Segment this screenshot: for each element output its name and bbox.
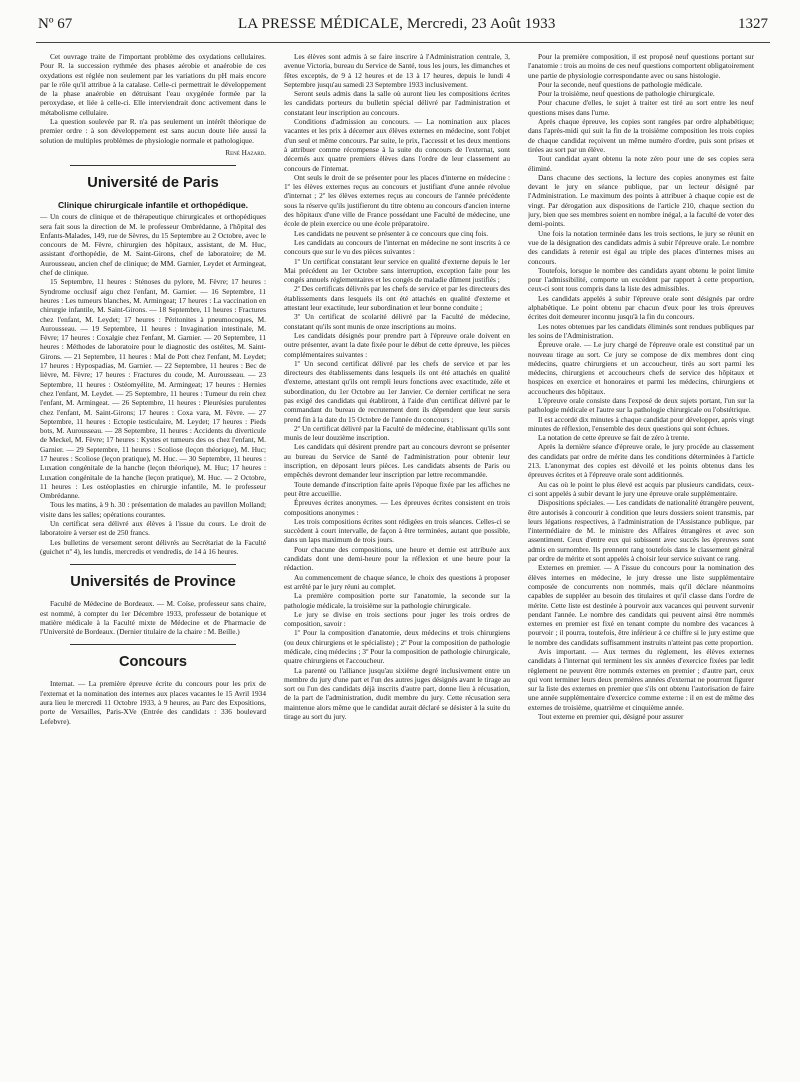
- article-paragraph: Toute demande d'inscription faite après l'époque fixée par les affiches ne peut être accueillie.: [284, 479, 510, 498]
- review-signature: René Hazard.: [225, 147, 266, 157]
- article-paragraph: Le jury se divise en trois sections pour juger les trois ordres de composition, savoir :: [284, 609, 510, 629]
- section-title-paris: Université de Paris: [87, 175, 219, 192]
- article-paragraph: Les candidats au concours de l'internat en médecine ne sont inscrits à ce concours que sur le vu des pièces suivantes :: [284, 237, 510, 257]
- article-paragraph: Pour la première composition, il est proposé neuf questions portant sur l'anatomie : trois au moins de ces neuf questions comportent obligatoirement une partie de physiologie correspondante avec ou sans histologie.: [528, 52, 754, 80]
- article-paragraph: Avis important. — Aux termes du règlement, les élèves externes candidats à l'internat qui terminent les six années d'exercice fixées par ledit règlement ne peuvent être nommés externes en premier ; d'autre part, ceux qui vont terminer leurs deux premières années d'externat ne pourront figurer sur la liste des externes en premier que s'ils ont obtenu l'autorisation de faire une année supplémentaire d'exercice comme externe : il en est de même des externes de troisième, quatrième et cinquième année.: [528, 647, 754, 712]
- column-left: [40, 52, 266, 1072]
- article-paragraph: 3º Un certificat de scolarité délivré par la Faculté de médecine, constatant qu'ils sont munis de onze inscriptions au moins.: [284, 312, 510, 331]
- article-paragraph: Au cas où le point le plus élevé est acquis par plusieurs candidats, ceux-ci sont appelés à subir devant le jury une épreuve orale supplémentaire.: [528, 479, 754, 498]
- article-paragraph: Ont seuls le droit de se présenter pour les places d'interne en médecine : 1º les élèves externes reçus au concours et justifiant d'une année révolue d'internat ; 2º les élèves externes reçus au concours de l'année précédente sous la réserve qu'ils justifieront du titre obtenu au concours d'ancien interne des hôpitaux d'une ville de France possédant une Faculté de médecine, une école de plein exercice ou une école préparatoire.: [284, 172, 510, 229]
- review-paragraph: Cet ouvrage traite de l'important problème des oxydations cellulaires. Pour R. la succession rythmée des phases aérobie et anaérobie de ces oxydations est réglée non seulement par les variations du pH mais encore par le rôle qu'il attribue à la catalase. Celle-ci permettrait le développement de la phase anaérobie en détruisant l'eau oxygénée formée par la peroxydase, et liée à celle-ci. Elle interviendrait donc activement dans le métabolisme cellulaire.: [40, 52, 266, 117]
- article-paragraph: Une fois la notation terminée dans les trois sections, le jury se réunit en vue de la désignation des candidats admis à subir l'épreuve orale. Le nombre des candidats à retenir est égal au triple des places d'internes mises au concours.: [528, 228, 754, 266]
- review-paragraph: La question soulevée par R. n'a pas seulement un intérêt théorique de premier ordre : à son développement est sans aucun doute liée aussi la solution de multiples problèmes de physiologie normale et pathologique.: [40, 117, 266, 145]
- article-paragraph: Dispositions spéciales. — Les candidats de nationalité étrangère peuvent, être autorisés à concourir à condition que leurs dossiers soient transmis, par leurs légations respectives, à l'administration de l'Assistance publique, par l'intermédiaire de M. le ministre des Affaires étrangères et avec son assentiment. Ceux d'entre eux qui subissent avec succès les épreuves sont admis en surnombre. Ils prennent rang toutefois dans le classement général par ordre de mérite et sont appelés à choisir leur service suivant ce rang.: [528, 498, 754, 564]
- page-header: [38, 16, 768, 38]
- article-paragraph: 1º Un certificat constatant leur service en qualité d'externe depuis le 1er Mai précédent au 1er Octobre sans interruption, exception faite pour les congés annuels réglementaires et les congés de maladie dûment justifiés ;: [284, 256, 510, 285]
- article-paragraph: Épreuves écrites anonymes. — Les épreuves écrites consistent en trois compositions anonymes :: [284, 498, 510, 517]
- article-paragraph: Pour chacune des compositions, une heure et demie est attribuée aux candidats dont une demi-heure pour la réflexion et une heure pour la rédaction.: [284, 544, 510, 573]
- article-paragraph: Internat. — La première épreuve écrite du concours pour les prix de l'externat et la nomination des internes aux places vacantes le 15 Avril 1934 aura lieu le mercredi 11 Octobre 1933, à 9 heures, au Parc des Expositions, porte de Versailles, Paris-XVe (Entrée des candidats : 336 boulevard Lefebvre).: [40, 679, 266, 726]
- article-paragraph: Après chaque épreuve, les copies sont rangées par ordre alphabétique; dans l'après-midi qui suit la fin de la troisième composition les trois copies de chaque candidat reçoivent un même numéro d'ordre, puis sont prises et tirées au sort par un élève.: [528, 117, 754, 154]
- article-paragraph: Épreuve orale. — Le jury chargé de l'épreuve orale est constitué par un nouveau tirage au sort. Ce jury se compose de dix membres dont cinq médecins, quatre chirurgiens et un accoucheur, tirés au sort parmi les médecins, chirurgiens et accoucheurs chefs de service des hôpitaux et hospices en exercice et honoraires et parmi les médecins, chirurgiens et accoucheurs des hôpitaux.: [528, 340, 754, 396]
- article-paragraph: La première composition porte sur l'anatomie, la seconde sur la pathologie médicale, la troisième sur la pathologie chirurgicale.: [284, 591, 510, 610]
- journal-running-title: LA PRESSE MÉDICALE, Mercredi, 23 Août 1933: [238, 16, 556, 32]
- article-paragraph: Toutefois, lorsque le nombre des candidats ayant obtenu le point limite pour l'admissibilité, comporte un excédent par rapport à cette proportion, ceux-ci sont tous compris dans la liste des admissibles.: [528, 265, 754, 294]
- article-paragraph: 1º Un second certificat délivré par les chefs de service et par les directeurs des établissements dans lesquels ils ont été attachés en qualité d'externe, attestant qu'ils ont rempli leurs fonctions avec exactitude, zèle et subordination, du 1er Octobre au 1er Janvier. Ce dernier certificat ne sera pas exigé des candidats qui établiront, à l'aide d'un certificat délivré par le commandant du bureau de recrutement dont ils dépendent que leur sursis prend fin à la date du 15 Octobre de l'année du concours ;: [284, 358, 510, 424]
- article-paragraph: Les trois compositions écrites sont rédigées en trois séances. Celles-ci se succèdent à court intervalle, de façon à être terminées, autant que possible, dans un laps maximum de trois jours.: [284, 516, 510, 545]
- article-paragraph: 2º Un certificat délivré par la Faculté de médecine, établissant qu'ils sont munis de leur douzième inscription.: [284, 423, 510, 443]
- article-paragraph: Pour chacune d'elles, le sujet à traiter est tiré au sort entre les neuf questions mises dans l'urne.: [528, 98, 754, 117]
- issue-number: Nº 67: [38, 16, 73, 32]
- article-paragraph: Externes en premier. — A l'issue du concours pour la nomination des élèves internes en médecine, le jury dresse une liste supplémentaire composée de concurrents non nommés, mais qu'il déclare néanmoins capables de suppléer au besoin des titulaires et qu'il classe dans l'ordre de mérite. Cette liste est destinée à pourvoir aux vacances qui peuvent survenir pendant l'année. Le nombre des candidats qui peuvent ainsi être nommés externes en premier est fixé en tenant compte du nombre des vacances à pourvoir ; il pourra, toutefois, être inférieur à ce chiffre si le jury estime que le nombre des candidats suffisamment instruits n'atteint pas cette proportion.: [528, 563, 754, 647]
- column-right: [528, 52, 754, 1072]
- article-paragraph: La parenté ou l'alliance jusqu'au sixième degré inclusivement entre un membre du jury d'une part et l'un des autres juges désignés avant le tirage au sort ou l'un des candidats déjà inscrits d'autre part, donne lieu à récusation, de la part de l'administration, dudit membre du jury. Cette récusation sera maintenue alors même que le candidat aurait déclaré se désister à la suite du tirage au sort du jury.: [284, 665, 510, 722]
- article-paragraph: La notation de cette épreuve se fait de zéro à trente.: [538, 433, 690, 443]
- article-paragraph: Les élèves sont admis à se faire inscrire à l'Administration centrale, 3, avenue Victoria, bureau du Service de Santé, tous les jours, les dimanches et fêtes exceptés, de 9 à 12 heures et de 13 à 17 heures, depuis le lundi 4 Septembre jusqu'au samedi 23 Septembre 1933 inclusivement.: [284, 52, 510, 89]
- article-paragraph: Les candidats désignés pour prendre part à l'épreuve orale doivent en outre présenter, avant la date fixée pour le début de cette épreuve, les pièces complémentaires suivantes :: [284, 330, 510, 359]
- article-paragraph: Tout candidat ayant obtenu la note zéro pour une de ses copies sera éliminé.: [528, 154, 754, 173]
- article-paragraph: Les candidats ne peuvent se présenter à ce concours que cinq fois.: [294, 228, 489, 238]
- section-title-province: Universités de Province: [70, 574, 236, 591]
- article-paragraph: Pour la seconde, neuf questions de pathologie médicale.: [538, 79, 703, 89]
- section-separator: [70, 644, 236, 645]
- section-title-concours: Concours: [118, 654, 188, 671]
- page-number: 1327: [738, 16, 768, 32]
- article-paragraph: Tout externe en premier qui, désigné pour assurer: [538, 712, 684, 722]
- article-paragraph: 1º Pour la composition d'anatomie, deux médecins et trois chirurgiens (ou deux chirurgiens et le spécialiste) ; 2º Pour la composition de pathologie médicale, cinq médecins ; 3º Pour la composition de pathologie chirurgicale, quatre chirurgiens et l'accoucheur.: [284, 628, 510, 666]
- article-paragraph: Conditions d'admission au concours. — La nomination aux places vacantes et les prix à décerner aux élèves externes en médecine, sont l'objet d'un seul et même concours. Par suite, le prix, l'accessit et les deux mentions à attribuer comme récompense à la suite du concours de l'externat, sont décernés aux quatre premiers élèves dans l'ordre de leur classement au concours de l'internat.: [284, 117, 510, 173]
- article-paragraph: 2º Des certificats délivrés par les chefs de service et par les directeurs des établissements dans lesquels ils ont été attachés en qualité d'externe et attestant leur exactitude, leur subordination et leur bonne conduite ;: [284, 284, 510, 313]
- article-paragraph: 15 Septembre, 11 heures : Sténoses du pylore, M. Fèvre; 17 heures : Syndrome occlusif aigu chez l'enfant, M. Garnier. — 16 Septembre, 11 heures : Les tumeurs blanches, M. Armingeat; 17 heures : La vaccination en chirurgie infantile, M. Saint-Girons. — 18 Septembre, 11 heures : Fractures chez l'enfant, M. Leydet; 17 heures : Péritonites à pneumocoques, M. Aurousseau. — 19 Septembre, 11 heures : Invagination intestinale, M. Fèvre; 17 heures : Coxalgie chez l'enfant, M. Garnier. — 20 Septembre, 11 heures : Méthodes de laboratoire pour le diagnostic des ostéites, M. Saint-Girons. — 21 Septembre, 11 heures : Mal de Pott chez l'enfant, M. Leydet; 17 heures : Hypospadias, M. Garnier. — 22 Septembre, 11 heures : Bec de lièvre, M. Fèvre; 17 heures : Fractures du coude, M. Aurousseau. — 23 Septembre, 11 heures : Ostéomyélite, M. Armingeat; 17 heures : Hernies chez l'enfant, M. Leydet. — 25 Septembre, 11 heures : Tumeur du rein chez l'enfant, M. Armingeat. — 26 Septembre, 11 heures : Pleurésies purulentes chez l'enfant, M. Saint-Girons; 17 heures : Coxa vara, M. Fèvre. — 27 Septembre, 11 heures : Ectopie testiculaire, M. Leydet; 17 heures : Pieds bots, M. Aurousseau. — 28 Septembre, 11 heures : Accidents du diverticule de Meckel, M. Fèvre; 17 heures : Kystes et tumeurs des os chez l'enfant, M. Garnier. — 29 Septembre, 11 heures : Scoliose (leçon théorique), M. Huc; 17 heures : Scoliose (leçon pratique), M. Huc. — 30 Septembre, 11 heures : Luxation congénitale de la hanche (leçon théorique), M. Huc; 17 heures : Luxation congénitale de la hanche (leçon pratique), M. Huc. — 2 Octobre, 11 heures : Les ostéoplasties en chirurgie infantile, M. le professeur Ombrédanne.: [40, 277, 266, 501]
- section-separator: [70, 564, 236, 565]
- clinic-subtitle: Clinique chirurgicale infantile et orthopédique.: [57, 200, 249, 211]
- article-paragraph: — Un cours de clinique et de thérapeutique chirurgicales et orthopédiques sera fait sous la direction de M. le professeur Ombrédanne, à l'hôpital des Enfants-Malades, 149, rue de Sèvres, du 15 Septembre au 2 Octobre, avec le concours de M. Fèvre, chirurgien des hôpitaux, assistant, de M. Huc, assistant d'orthopédie, de M. Saint-Girons, chef de laboratoire; de M. Aurousseau, ancien chef de clinique; de MM. Garnier, Leydet et Armingeat, chef de clinique.: [40, 212, 266, 278]
- article-paragraph: Dans chacune des sections, la lecture des copies anonymes est faite devant le jury en séance publique, par un lecteur désigné par l'Administration. Le maximum des points à attribuer à chaque copie est de vingt. Par dérogation aux dispositions de l'article 210, chaque section du jury, bien que ses membres soient en nombre inégal, a la faculté de voter des demi-points.: [528, 172, 754, 229]
- column-middle: [284, 52, 510, 1072]
- article-paragraph: Un certificat sera délivré aux élèves à l'issue du cours. Le droit de laboratoire à verser est de 250 francs.: [40, 519, 266, 538]
- article-paragraph: Pour la troisième, neuf questions de pathologie chirurgicale.: [538, 89, 715, 99]
- article-paragraph: Faculté de Médecine de Bordeaux. — M. Coïse, professeur sans chaire, est nommé, à compter du 1er Décembre 1933, professeur de botanique et matière médicale à la Faculté mixte de Médecine et de Pharmacie de l'Université de Bordeaux. (Dernier titulaire de la chaire : M. Beille.): [40, 599, 266, 637]
- article-paragraph: Les bulletins de versement seront délivrés au Secrétariat de la Faculté (guichet nº 4), les lundis, mercredis et vendredis, de 14 à 16 heures.: [40, 537, 266, 556]
- header-rule: [36, 42, 770, 43]
- article-paragraph: Après la dernière séance d'épreuve orale, le jury procède au classement des candidats par ordre de mérite dans les conditions déterminées à l'article 213. L'anonymat des copies est dévoilé et les points obtenus dans les épreuves écrites et à l'épreuve orale sont additionnés.: [528, 442, 754, 480]
- section-separator: [70, 165, 236, 166]
- article-paragraph: Les notes obtenues par les candidats éliminés sont rendues publiques par les soins de l'Administration.: [528, 321, 754, 340]
- article-paragraph: Il est accordé dix minutes à chaque candidat pour développer, après vingt minutes de réflexion, l'ensemble des deux questions qui sont échues.: [528, 414, 754, 433]
- article-paragraph: Tous les matins, à 9 h. 30 : présentation de malades au pavillon Molland; visite dans les salles; opérations courantes.: [40, 500, 266, 519]
- article-paragraph: Les candidats qui désirent prendre part au concours devront se présenter au bureau du Service de Santé de l'administration pour obtenir leur inscription, en déposant leurs pièces. Les candidats absents de Paris ou empêchés devront demander leur inscription par lettre recommandée.: [284, 442, 510, 480]
- article-paragraph: Les candidats appelés à subir l'épreuve orale sont désignés par ordre alphabétique. Le point obtenu par chacun d'eux pour les trois épreuves écrites doit demeurer inconnu jusqu'à la fin du concours.: [528, 293, 754, 322]
- article-paragraph: L'épreuve orale consiste dans l'exposé de deux sujets portant, l'un sur la pathologie médicale et l'autre sur la pathologie chirurgicale ou l'obstétrique.: [528, 395, 754, 415]
- article-paragraph: Au commencement de chaque séance, le choix des questions à proposer est arrêté par le jury réuni au complet.: [284, 572, 510, 591]
- article-paragraph: Seront seuls admis dans la salle où auront lieu les compositions écrites les candidats porteurs du bulletin spécial délivré par l'administration et constatant leur inscription au concours.: [284, 89, 510, 117]
